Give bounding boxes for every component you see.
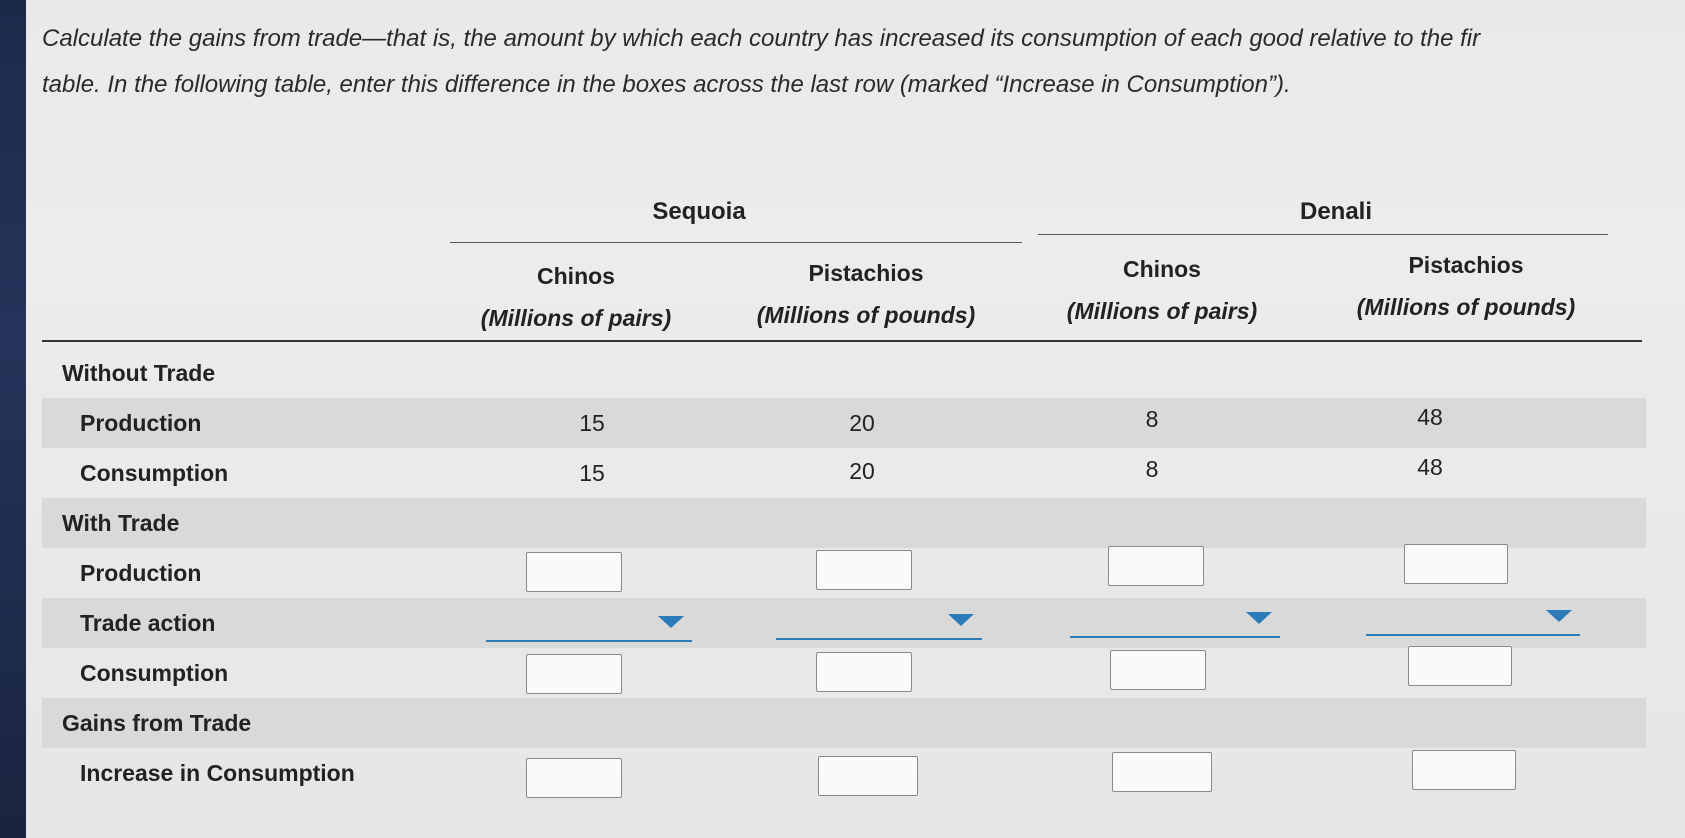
input-denali-chinos-increase[interactable] [1112, 752, 1212, 792]
input-sequoia-pistachios-increase[interactable] [818, 756, 918, 796]
column-header-sequoia-chinos [446, 255, 706, 339]
instructions-line-2: table. In the following table, enter this difference in the boxes across the last row (marked “Increase in Consumption”). [42, 71, 1291, 98]
value-denali-chinos-production: 8 [1145, 406, 1159, 432]
row-label-consumption: Consumption [80, 660, 229, 686]
row-increase-in-consumption [42, 748, 1646, 798]
section-row-gains-from-trade [42, 698, 1646, 748]
section-label-gains-from-trade: Gains from Trade [62, 710, 252, 736]
trade-action-dropdown-sequoia-chinos[interactable] [486, 610, 692, 642]
trade-action-dropdown-denali-chinos[interactable] [1070, 606, 1280, 638]
country-header-denali: Denali [1299, 198, 1373, 225]
row-label-production: Production [80, 560, 202, 586]
window-edge [0, 0, 26, 838]
column-name: Chinos [537, 263, 615, 289]
column-header-denali-chinos [1032, 248, 1292, 332]
column-unit: (Millions of pairs) [480, 305, 672, 331]
instructions-line-1: Calculate the gains from trade—that is, the amount by which each country has increased its consumption of each good relative to the fir [42, 25, 1481, 52]
value-sequoia-pistachios-consumption: 20 [849, 458, 875, 484]
trade-action-dropdown-sequoia-pistachios[interactable] [776, 608, 982, 640]
input-sequoia-pistachios-consumption[interactable] [816, 652, 912, 692]
value-sequoia-pistachios-production: 20 [849, 410, 875, 436]
column-header-denali-pistachios [1316, 244, 1616, 328]
value-denali-pistachios-production: 48 [1417, 404, 1443, 430]
row-trade-action [42, 598, 1646, 648]
header-divider [42, 340, 1642, 342]
column-unit: (Millions of pounds) [756, 302, 976, 328]
row-with-trade-consumption [42, 648, 1646, 698]
row-without-trade-consumption [42, 448, 1646, 498]
row-with-trade-production [42, 548, 1646, 598]
column-name: Pistachios [1408, 252, 1524, 278]
column-unit: (Millions of pairs) [1066, 298, 1258, 324]
country-header-sequoia: Sequoia [652, 198, 746, 225]
input-sequoia-chinos-consumption[interactable] [526, 654, 622, 694]
chevron-down-icon [1546, 610, 1572, 622]
section-row-with-trade [42, 498, 1646, 548]
instructions [42, 16, 1682, 108]
section-row-without-trade [42, 348, 1646, 398]
row-label-production: Production [80, 410, 202, 436]
chevron-down-icon [1246, 612, 1272, 624]
input-denali-pistachios-consumption[interactable] [1408, 646, 1512, 686]
chevron-down-icon [948, 614, 974, 626]
chevron-down-icon [658, 616, 684, 628]
input-denali-chinos-production[interactable] [1108, 546, 1204, 586]
question-page [26, 0, 1685, 838]
trade-action-dropdown-denali-pistachios[interactable] [1366, 604, 1580, 636]
value-sequoia-chinos-consumption: 15 [579, 460, 605, 486]
input-sequoia-chinos-production[interactable] [526, 552, 622, 592]
column-header-sequoia-pistachios [726, 252, 1006, 336]
row-label-trade-action: Trade action [80, 610, 216, 636]
input-sequoia-pistachios-production[interactable] [816, 550, 912, 590]
row-label-consumption: Consumption [80, 460, 229, 486]
value-denali-pistachios-consumption: 48 [1417, 454, 1443, 480]
column-name: Pistachios [808, 260, 924, 286]
country-underline-denali [1038, 234, 1608, 235]
row-without-trade-production [42, 398, 1646, 448]
value-sequoia-chinos-production: 15 [579, 410, 605, 436]
input-denali-pistachios-increase[interactable] [1412, 750, 1516, 790]
value-denali-chinos-consumption: 8 [1145, 456, 1159, 482]
row-label-increase-in-consumption: Increase in Consumption [80, 760, 355, 786]
input-denali-chinos-consumption[interactable] [1110, 650, 1206, 690]
column-name: Chinos [1123, 256, 1201, 282]
input-sequoia-chinos-increase[interactable] [526, 758, 622, 798]
section-label-without-trade: Without Trade [62, 360, 216, 386]
country-underline-sequoia [450, 242, 1022, 243]
section-label-with-trade: With Trade [62, 510, 180, 536]
input-denali-pistachios-production[interactable] [1404, 544, 1508, 584]
column-unit: (Millions of pounds) [1356, 294, 1576, 320]
